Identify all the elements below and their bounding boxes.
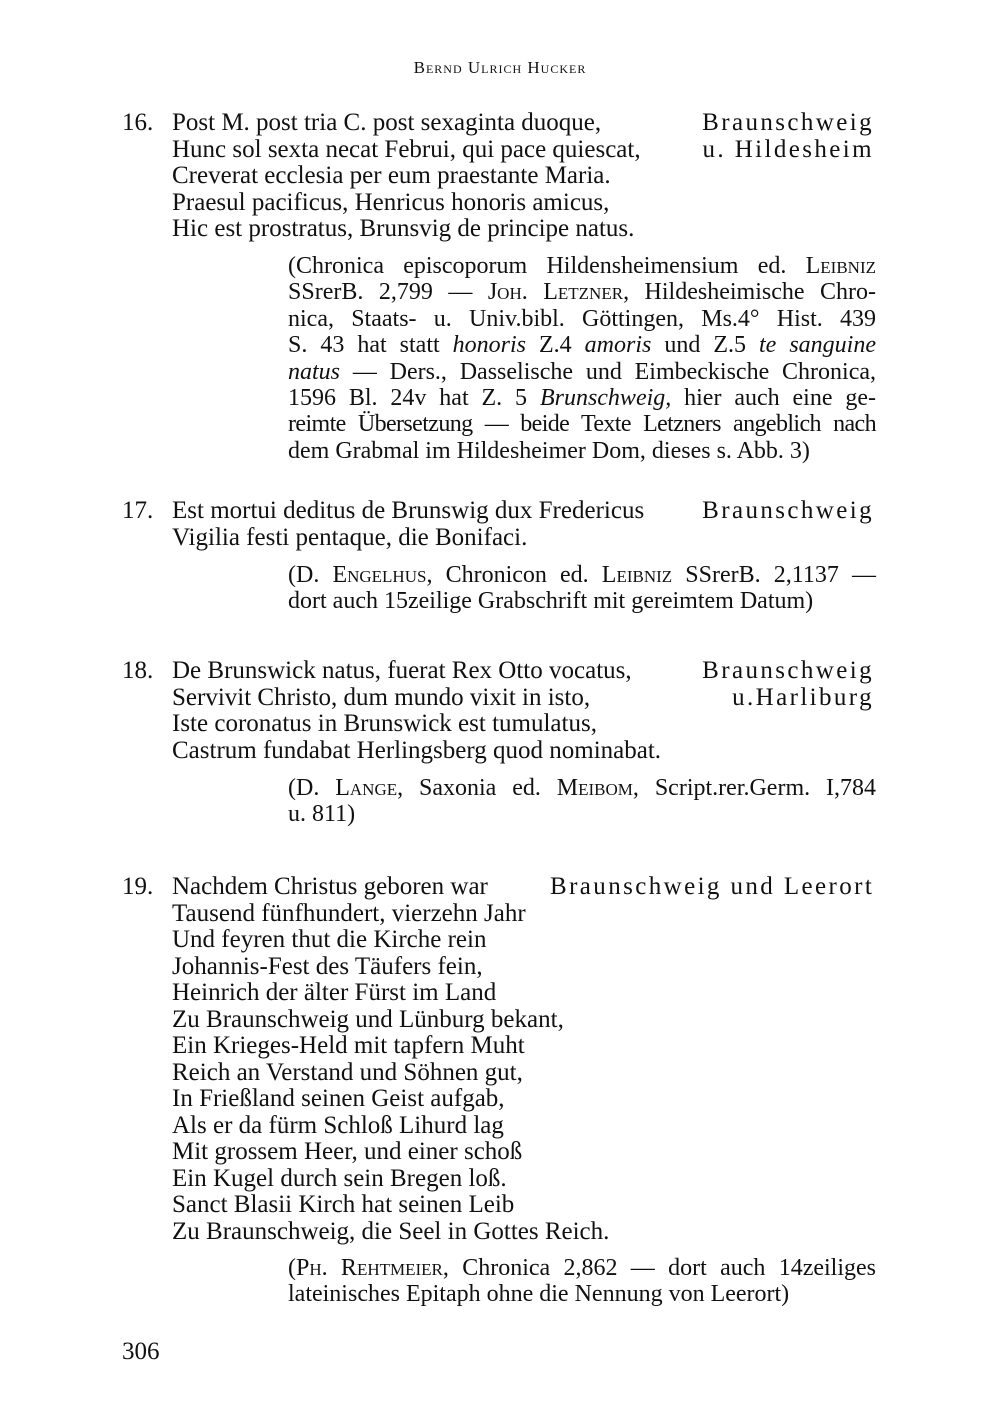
place-label [550, 874, 874, 901]
source-text: S. 43 hat statt [288, 332, 453, 359]
source-note-19 [288, 1255, 876, 1308]
source-line [288, 332, 876, 358]
verse-line: Nachdem Christus geboren war [172, 873, 488, 900]
source-line [288, 279, 876, 305]
verse-line: Hic est prostratus, Brunsvig de principe natus. [172, 215, 635, 242]
entry-number: 16. [122, 109, 154, 136]
verse-line: Castrum fundabat Herlingsberg quod nominabat. [172, 736, 662, 764]
author-name: Lange [335, 775, 398, 801]
verse-line: Reich an Verstand und Söhnen gut, [172, 1058, 523, 1086]
running-head: Bernd Ulrich Hucker [413, 58, 587, 77]
italic-term: Brunschweig, [539, 384, 672, 411]
source-line: u. 811) [288, 801, 356, 828]
source-text: 1596 Bl. 24v hat Z. 5 [288, 384, 540, 411]
verse-line: Praesul pacificus, Henricus honoris amicus, [172, 188, 610, 216]
verse-line: Als er da fürm Schloß Lihurd lag [172, 1111, 504, 1139]
verse-line: Ein Kugel durch sein Bregen loß. [172, 1164, 507, 1192]
italic-term: te sanguine [759, 332, 876, 359]
source-text: , Chronica 2,862 — dort auch 14zeiliges [442, 1255, 876, 1281]
source-text: (Chronica episcoporum Hildensheimensium ed. [288, 253, 806, 279]
source-text: (D. [288, 775, 336, 801]
verse-line: Ein Krieges-Held mit tapfern Muht [172, 1032, 525, 1059]
author-name: Leibniz [805, 253, 876, 279]
place-line: u.Harliburg [732, 683, 874, 711]
verse-block [172, 498, 644, 551]
verse-line: Johannis-Fest des Täufers fein, [172, 952, 483, 980]
source-text: SSrerB. 2,799 — [288, 279, 488, 306]
source-text: — Ders., Dasselische und Eimbeckische Chronica, [340, 358, 876, 385]
verse-line: Tausend fünfhundert, vierzehn Jahr [172, 899, 526, 927]
verse-line: In Frießland seinen Geist aufgab, [172, 1085, 505, 1112]
source-text: (D. [288, 562, 333, 588]
verse-line: Creverat ecclesia per eum praestante Maria. [172, 162, 611, 189]
place-line: Braunschweig und Leerort [550, 873, 875, 900]
author-name: Leibniz [601, 562, 673, 588]
entry-number: 19. [122, 873, 154, 900]
place-label [702, 658, 874, 711]
author-name: Ph. Rehtmeier [296, 1255, 443, 1281]
source-line: dort auch 15zeilige Grabschrift mit gereimtem Datum) [288, 588, 814, 615]
verse-line: Iste coronatus in Brunswick est tumulatus, [172, 710, 597, 737]
source-line: dem Grabmal im Hildesheimer Dom, dieses s. Abb. 3) [288, 437, 810, 464]
verse-block [172, 658, 661, 764]
entry-number: 17. [122, 497, 154, 524]
verse-block [172, 110, 641, 243]
source-line [288, 253, 876, 279]
place-line: Braunschweig [702, 657, 874, 684]
verse-line: Zu Braunschweig und Lünburg bekant, [172, 1005, 564, 1033]
source-text: hier auch eine ge- [671, 384, 877, 411]
source-note-18 [288, 775, 876, 828]
page-number: 306 [122, 1338, 160, 1365]
source-line [288, 775, 876, 801]
source-text: , Hildesheimische Chro- [623, 279, 877, 306]
source-text: Z.4 [526, 332, 585, 359]
verse-line: De Brunswick natus, fuerat Rex Otto vocatus, [172, 657, 632, 684]
italic-term: natus [288, 358, 341, 385]
source-line: nica, Staats- u. Univ.bibl. Göttingen, Ms.4° Hist. 439 [288, 305, 876, 332]
source-line: lateinisches Epitaph ohne die Nennung von Leerort) [288, 1281, 790, 1308]
italic-term: honoris [452, 332, 527, 359]
source-note-17 [288, 562, 876, 615]
source-text: , Chronicon ed. [426, 562, 602, 588]
author-name: Engelhus [332, 562, 427, 588]
place-line: Braunschweig [702, 497, 874, 524]
author-name: Joh. Letzner [487, 279, 624, 306]
verse-line: Und feyren thut die Kirche rein [172, 926, 487, 953]
source-text: , Saxonia ed. [397, 775, 557, 801]
verse-line: Sanct Blasii Kirch hat seinen Leib [172, 1191, 515, 1218]
source-line [288, 359, 876, 385]
source-text: SSrerB. 2,1137 — [672, 562, 876, 588]
verse-line: Zu Braunschweig, die Seel in Gottes Reich. [172, 1217, 610, 1245]
place-line: u. Hildesheim [702, 135, 874, 163]
source-text: ( [288, 1255, 296, 1281]
verse-line: Post M. post tria C. post sexaginta duoque, [172, 109, 602, 136]
source-note-16 [288, 253, 876, 464]
entry-number: 18. [122, 657, 154, 684]
author-name: Meibom [556, 775, 633, 801]
verse-block [172, 874, 609, 1245]
source-line [288, 562, 876, 588]
place-label [702, 498, 874, 525]
place-line: Braunschweig [702, 109, 874, 136]
source-line: reimte Übersetzung — beide Texte Letzners angeblich nach [288, 411, 876, 438]
source-line [288, 385, 876, 411]
source-text: , Script.rer.Germ. I,784 [632, 775, 877, 801]
source-text: und Z.5 [651, 332, 760, 359]
italic-term: amoris [584, 332, 652, 359]
verse-line: Servivit Christo, dum mundo vixit in isto, [172, 683, 591, 711]
verse-line: Heinrich der älter Fürst im Land [172, 979, 497, 1006]
verse-line: Mit grossem Heer, und einer schoß [172, 1138, 523, 1165]
verse-line: Vigilia festi pentaque, die Bonifaci. [172, 523, 528, 551]
source-line [288, 1255, 876, 1281]
verse-line: Hunc sol sexta necat Februi, qui pace quiescat, [172, 135, 641, 163]
place-label [702, 110, 874, 163]
verse-line: Est mortui deditus de Brunswig dux Fredericus [172, 497, 645, 524]
